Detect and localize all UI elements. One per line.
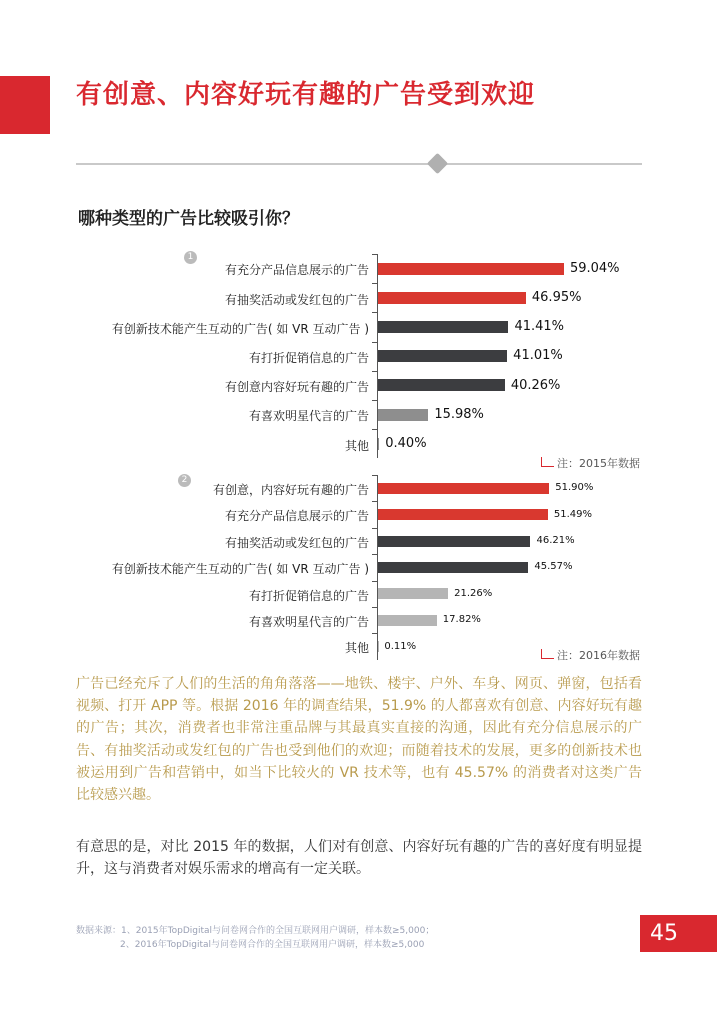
bar xyxy=(378,588,448,599)
bar xyxy=(378,292,526,304)
chart-icon xyxy=(541,649,554,659)
bar xyxy=(378,483,549,494)
category-label: 有喜欢明星代言的广告 xyxy=(248,615,369,629)
category-label: 有充分产品信息展示的广告 xyxy=(224,509,369,524)
value-label: 41.01% xyxy=(513,348,563,364)
axis-tick xyxy=(372,501,377,502)
category-label: 有打折促销信息的广告 xyxy=(248,351,369,365)
source-line-1: 数据来源：1、2015年TopDigital与问卷网合作的全国互联网用户调研，样本数≥5,000； xyxy=(76,926,435,936)
chart-axis xyxy=(377,475,378,660)
bar xyxy=(378,562,528,573)
category-label: 其他 xyxy=(344,438,369,453)
value-label: 46.95% xyxy=(531,290,582,305)
source-line-2: 2、2016年TopDigital与问卷网合作的全国互联网用户调研，样本数≥5,000 xyxy=(120,940,425,950)
bar xyxy=(378,263,564,275)
chart-marker-icon: 2 xyxy=(178,474,191,487)
value-label: 46.21% xyxy=(536,535,575,546)
axis-tick xyxy=(372,283,377,284)
axis-tick xyxy=(372,554,377,555)
bar xyxy=(378,438,379,450)
category-label: 其他 xyxy=(344,641,369,656)
chart-note-text: 注：2016年数据 xyxy=(557,649,640,662)
bar xyxy=(378,379,505,391)
axis-tick xyxy=(372,528,377,529)
chart-note-text: 注：2015年数据 xyxy=(557,457,640,470)
chart-icon xyxy=(541,457,554,467)
axis-tick xyxy=(372,342,377,343)
comparison-paragraph: 有意思的是，对比 2015 年的数据，人们对有创意、内容好玩有趣的广告的喜好度有明显提升，这与消费者对娱乐需求的增高有一定关联。 xyxy=(76,839,642,878)
bar xyxy=(378,536,530,547)
bar xyxy=(378,509,548,520)
bar xyxy=(378,321,508,333)
value-label: 51.49% xyxy=(553,508,593,520)
bar xyxy=(378,350,507,362)
value-label: 17.82% xyxy=(442,614,481,626)
bar xyxy=(378,615,437,626)
value-label: 0.40% xyxy=(385,436,427,451)
chart-marker-icon: 1 xyxy=(184,251,197,264)
value-label: 40.26% xyxy=(510,377,561,393)
category-label: 有喜欢明星代言的广告 xyxy=(248,409,369,424)
category-label: 有创新技术能产生互动的广告( 如 VR 互动广告 ) xyxy=(111,321,369,336)
value-label: 51.90% xyxy=(555,482,594,494)
divider-diamond-icon xyxy=(427,153,448,174)
category-label: 有创新技术能产生互动的广告( 如 VR 互动广告 ) xyxy=(111,562,369,577)
bar xyxy=(378,409,428,421)
value-label: 59.04% xyxy=(569,260,620,276)
red-accent-block xyxy=(0,76,50,134)
axis-tick xyxy=(372,581,377,582)
axis-tick xyxy=(372,633,377,634)
value-label: 21.26% xyxy=(454,587,493,599)
page-title: 有创意、内容好玩有趣的广告受到欢迎 xyxy=(76,80,536,110)
chart-section-title: 哪种类型的广告比较吸引你？ xyxy=(78,209,299,229)
value-label: 41.41% xyxy=(514,319,565,335)
category-label: 有抽奖活动或发红包的广告 xyxy=(224,292,369,307)
axis-tick xyxy=(372,371,377,372)
axis-tick xyxy=(372,312,377,313)
page-number: 45 xyxy=(640,915,717,952)
axis-tick xyxy=(372,607,377,608)
axis-tick xyxy=(372,254,377,255)
category-label: 有创意，内容好玩有趣的广告 xyxy=(212,483,369,497)
chart-axis xyxy=(377,254,378,458)
value-label: 45.57% xyxy=(534,561,573,573)
chart-note xyxy=(541,647,640,663)
axis-tick xyxy=(372,400,377,401)
chart-note xyxy=(541,455,640,471)
category-label: 有创意内容好玩有趣的广告 xyxy=(224,380,369,395)
value-label: 15.98% xyxy=(434,406,484,422)
title-divider xyxy=(76,163,642,165)
category-label: 有打折促销信息的广告 xyxy=(248,588,369,603)
analysis-paragraph: 广告已经充斥了人们的生活的角角落落——地铁、楼宇、户外、车身、网页、弹窗，包括看视频、打开 APP 等。根据 2016 年的调查结果，51.9% 的人都喜欢有创意、内容好玩有趣的广告；其次，消费者也非常注重品牌与其最真实直接的沟通，因此有充分信息展示的广告、有抽奖活动或发红包的广告也受到他们的欢迎；而随着技术的发展，更多的创新技术也被运用到广告和营销中，如当下比较火的 VR 技术等，也有 45.57% 的消费者对这类广告比较感兴趣。 xyxy=(76,676,642,804)
value-label: 0.11% xyxy=(384,640,417,652)
category-label: 有抽奖活动或发红包的广告 xyxy=(224,535,369,550)
axis-tick xyxy=(372,429,377,430)
category-label: 有充分产品信息展示的广告 xyxy=(224,263,369,278)
data-source-note xyxy=(76,924,434,952)
axis-tick xyxy=(372,475,377,476)
